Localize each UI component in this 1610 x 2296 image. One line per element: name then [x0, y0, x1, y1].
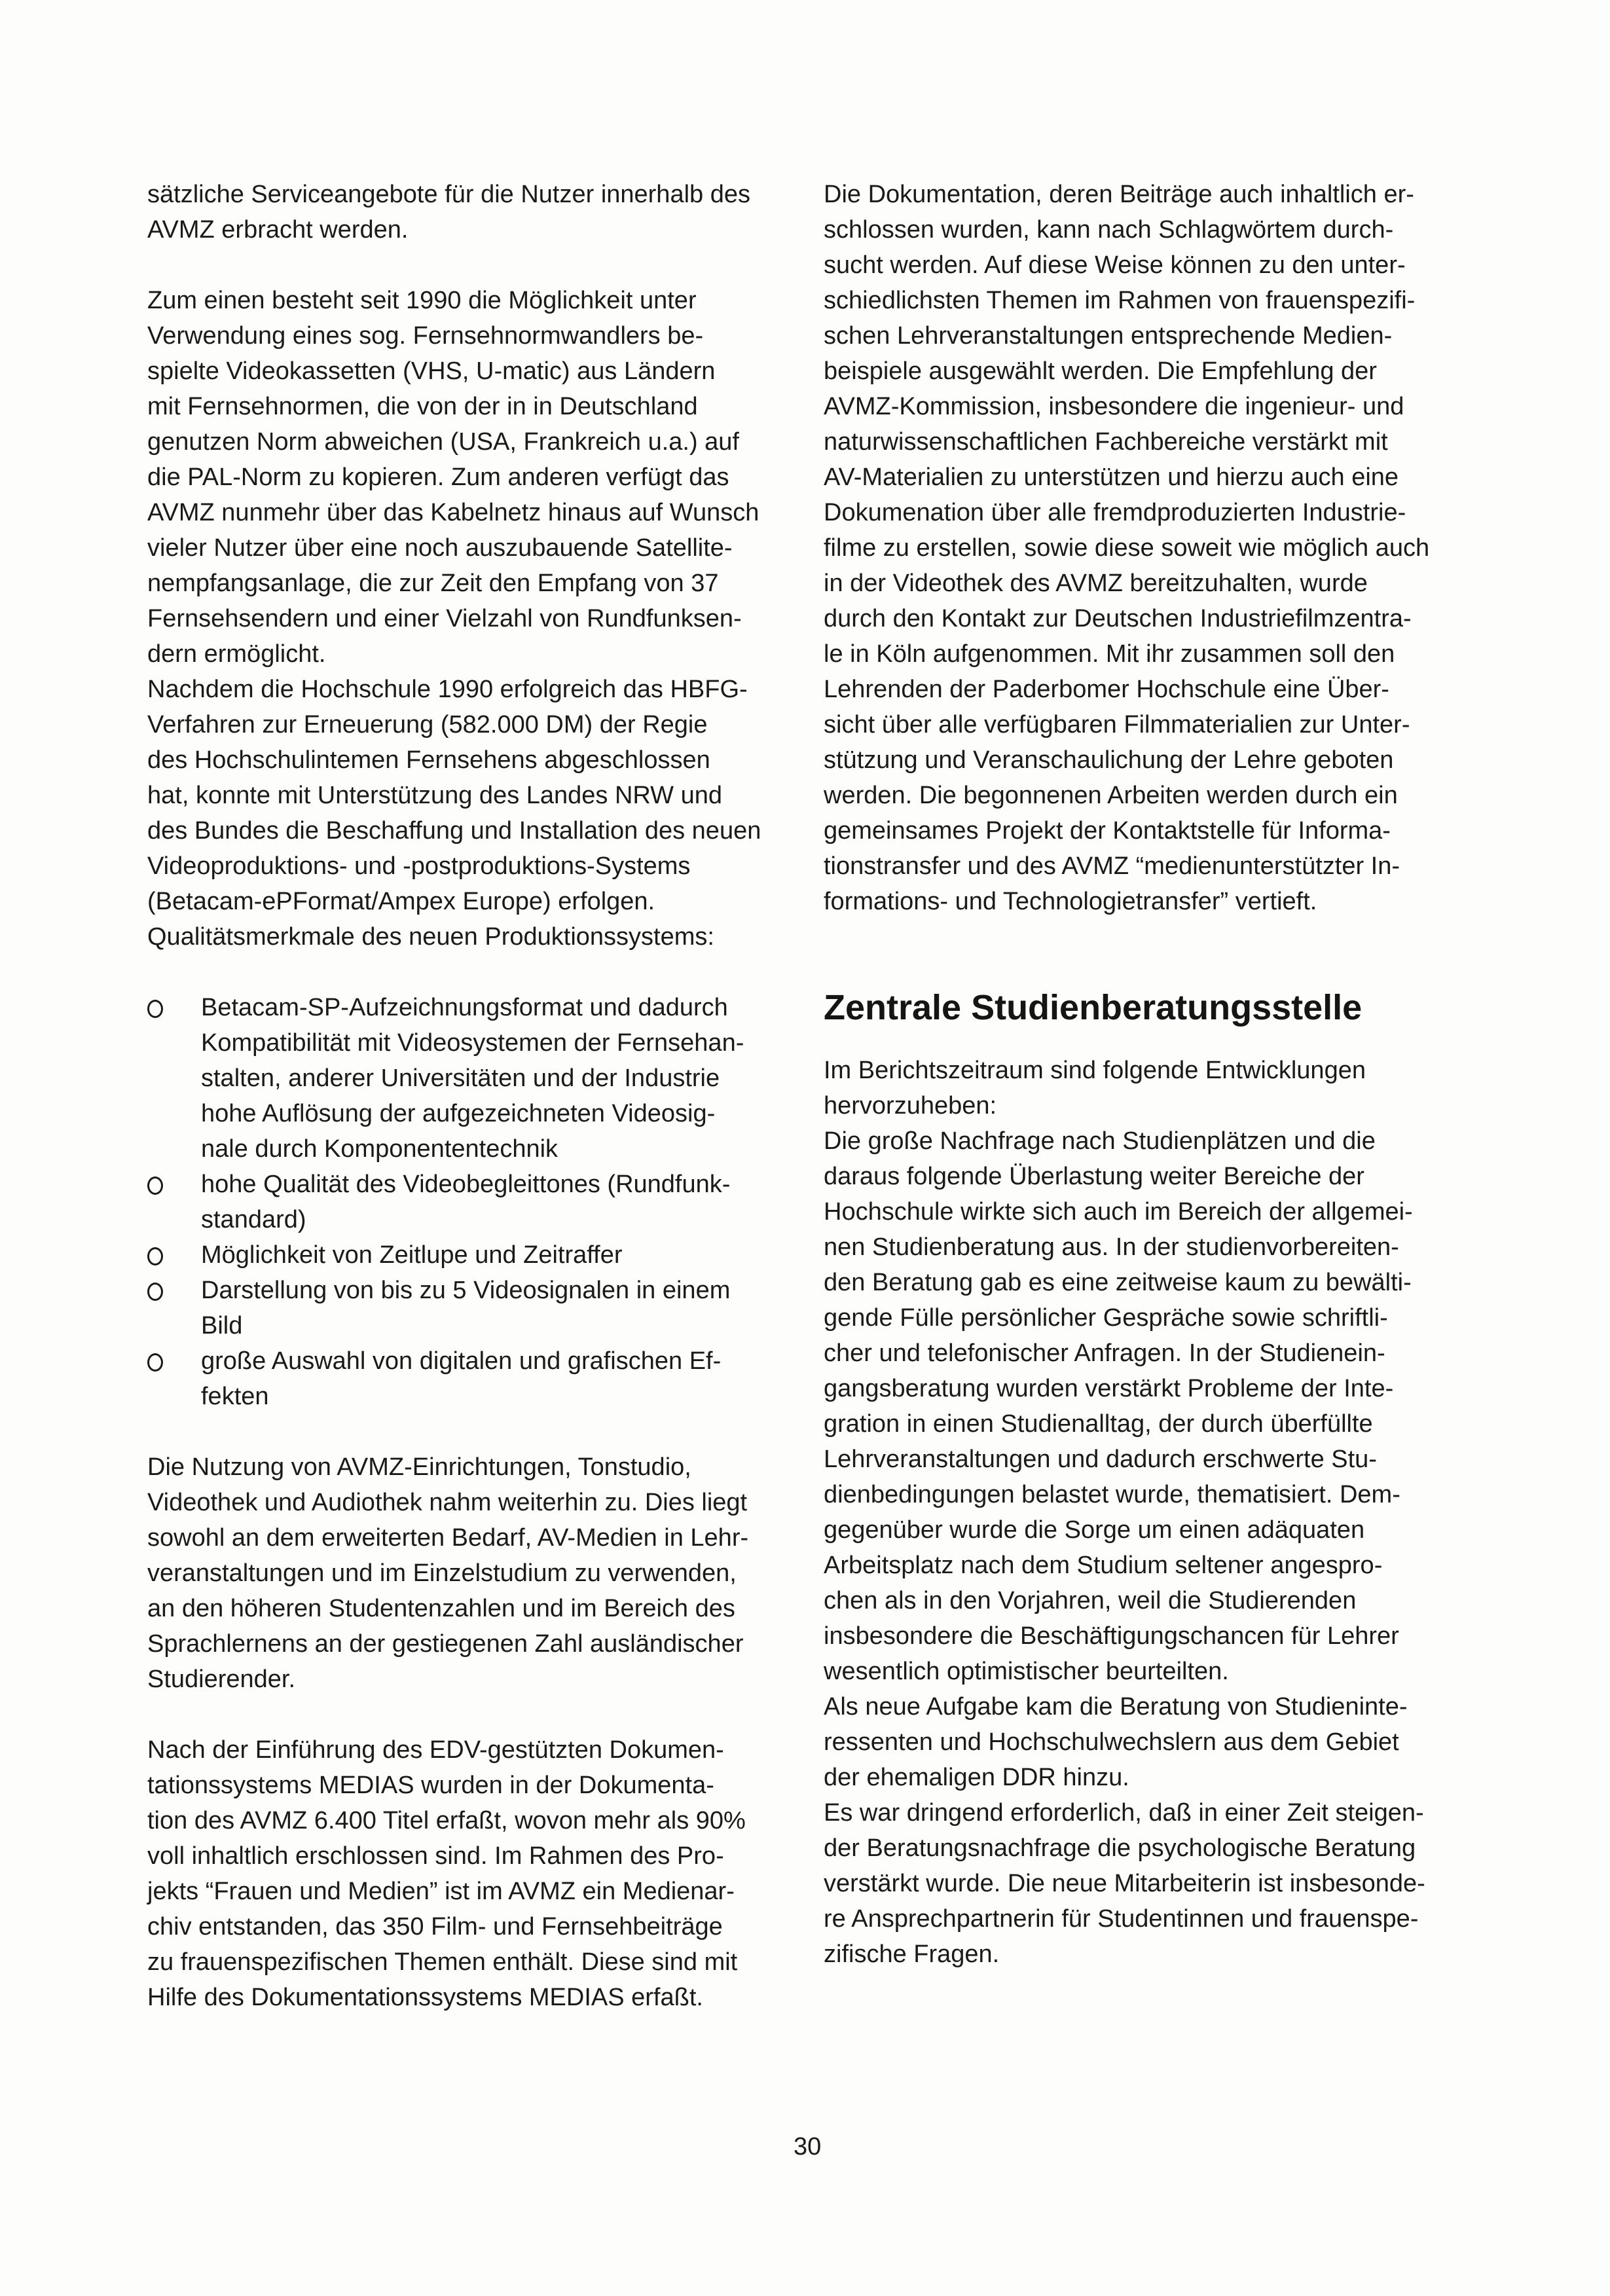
text-line: tionstransfer und des AVMZ “medienunterstützter In-: [824, 852, 1400, 880]
text-line: Zum einen besteht seit 1990 die Möglichkeit unter: [147, 287, 697, 314]
text-line: dienbedingungen belastet wurde, thematisiert. Dem-: [824, 1481, 1400, 1508]
text-line: naturwissenschaftlichen Fachbereiche verstärkt mit: [824, 428, 1388, 456]
text-line: beispiele ausgewählt werden. Die Empfehlung der: [824, 357, 1377, 385]
text-line: des Bundes die Beschaffung und Installation des neuen: [147, 817, 761, 845]
text-line: Sprachlernens an der gestiegenen Zahl ausländischer: [147, 1630, 744, 1658]
text-line: durch den Kontakt zur Deutschen Industriefilmzentra-: [824, 605, 1412, 632]
text-line: Kompatibilität mit Videosystemen der Fernsehan-: [201, 1029, 744, 1057]
text-line: der ehemaligen DDR hinzu.: [824, 1764, 1129, 1791]
text-line: filme zu erstellen, sowie diese soweit wie möglich auch: [824, 534, 1430, 562]
text-line: werden. Die begonnenen Arbeiten werden durch ein: [824, 782, 1398, 809]
text-line: hohe Qualität des Videobegleittones (Rundfunk-: [201, 1171, 731, 1198]
circle-bullet-icon: [147, 1176, 163, 1195]
text-line: stützung und Veranschaulichung der Lehre geboten: [824, 746, 1394, 774]
text-line: Die große Nachfrage nach Studienplätzen und die: [824, 1127, 1376, 1155]
left-paragraph-4: [147, 1732, 789, 2015]
text-line: le in Köln aufgenommen. Mit ihr zusammen soll den: [824, 640, 1395, 668]
text-line: hervorzuheben:: [824, 1092, 997, 1120]
text-line: sowohl an dem erweiterten Bedarf, AV-Medien in Lehr-: [147, 1524, 749, 1552]
text-line: schlossen wurden, kann nach Schlagwörtem durch-: [824, 216, 1394, 244]
text-line: chiv entstanden, das 350 Film- und Fernsehbeiträge: [147, 1913, 723, 1941]
text-line: re Ansprechpartnerin für Studentinnen und frauenspe-: [824, 1905, 1419, 1933]
right-paragraph-1: [824, 177, 1465, 919]
text-line: (Betacam-ePFormat/Ampex Europe) erfolgen.: [147, 888, 655, 915]
text-line: hohe Auflösung der aufgezeichneten Videosig-: [201, 1100, 716, 1127]
text-line: sätzliche Serviceangebote für die Nutzer innerhalb des: [147, 181, 750, 208]
bullet-item: [147, 1167, 789, 1237]
bullet-item: [147, 1273, 789, 1343]
text-line: zu frauenspezifischen Themen enthält. Diese sind mit: [147, 1948, 738, 1976]
left-paragraph-2: [147, 283, 789, 955]
circle-bullet-icon: [147, 1283, 163, 1301]
text-line: Die Nutzung von AVMZ-Einrichtungen, Tonstudio,: [147, 1453, 691, 1481]
text-line: Nachdem die Hochschule 1990 erfolgreich das HBFG-: [147, 676, 748, 703]
text-line: Fernsehsendern und einer Vielzahl von Rundfunksen-: [147, 605, 742, 632]
text-line: große Auswahl von digitalen und grafischen Ef-: [201, 1347, 722, 1375]
circle-bullet-icon: [147, 1353, 163, 1372]
text-line: vieler Nutzer über eine noch auszubauende Satellite-: [147, 534, 733, 562]
right-paragraph-2: [824, 1053, 1465, 1972]
text-line: daraus folgende Überlastung weiter Bereiche der: [824, 1163, 1364, 1190]
text-line: genutzen Norm abweichen (USA, Frankreich u.a.) auf: [147, 428, 739, 456]
text-line: Im Berichtszeitraum sind folgende Entwicklungen: [824, 1057, 1366, 1084]
feature-bullet-list: [147, 990, 789, 1414]
text-line: Die Dokumentation, deren Beiträge auch inhaltlich er-: [824, 181, 1414, 208]
text-line: Arbeitsplatz nach dem Studium seltener angespro-: [824, 1552, 1383, 1579]
text-line: verstärkt wurde. Die neue Mitarbeiterin ist insbesonde-: [824, 1870, 1425, 1897]
text-line: dern ermöglicht.: [147, 640, 326, 668]
text-line: nale durch Komponententechnik: [201, 1135, 558, 1163]
text-line: des Hochschulintemen Fernsehens abgeschlossen: [147, 746, 710, 774]
text-line: den Beratung gab es eine zeitweise kaum zu bewälti-: [824, 1269, 1412, 1296]
text-line: zifische Fragen.: [824, 1941, 1000, 1968]
text-line: tationssystems MEDIAS wurden in der Dokumenta-: [147, 1772, 714, 1799]
text-line: Videothek und Audiothek nahm weiterhin zu. Dies liegt: [147, 1489, 748, 1516]
text-line: tion des AVMZ 6.400 Titel erfaßt, wovon mehr als 90%: [147, 1807, 746, 1834]
text-line: jekts “Frauen und Medien” ist im AVMZ ein Medienar-: [147, 1878, 735, 1905]
text-line: die PAL-Norm zu kopieren. Zum anderen verfügt das: [147, 464, 729, 491]
text-line: chen als in den Vorjahren, weil die Studierenden: [824, 1587, 1357, 1614]
text-line: Dokumenation über alle fremdproduzierten Industrie-: [824, 499, 1406, 526]
text-line: stalten, anderer Universitäten und der Industrie: [201, 1065, 720, 1092]
page-number: 30: [794, 2133, 822, 2160]
left-paragraph-1: [147, 177, 789, 247]
text-line: Videoproduktions- und -postproduktions-Systems: [147, 852, 691, 880]
text-line: Verfahren zur Erneuerung (582.000 DM) der Regie: [147, 711, 708, 738]
text-line: hat, konnte mit Unterstützung des Landes NRW und: [147, 782, 723, 809]
text-line: gemeinsames Projekt der Kontaktstelle für Informa-: [824, 817, 1391, 845]
text-line: Qualitätsmerkmale des neuen Produktionssystems:: [147, 923, 714, 951]
text-line: der Beratungsnachfrage die psychologische Beratung: [824, 1834, 1416, 1862]
text-line: Betacam-SP-Aufzeichnungsformat und dadurch: [201, 994, 728, 1021]
text-line: veranstaltungen und im Einzelstudium zu verwenden,: [147, 1559, 737, 1587]
circle-bullet-icon: [147, 1000, 163, 1018]
text-line: schiedlichsten Themen im Rahmen von frauenspezifi-: [824, 287, 1416, 314]
text-line: spielte Videokassetten (VHS, U-matic) aus Ländern: [147, 357, 716, 385]
text-line: fekten: [201, 1383, 269, 1410]
text-line: insbesondere die Beschäftigungschancen für Lehrer: [824, 1622, 1399, 1650]
bullet-item: [147, 990, 789, 1167]
text-line: gration in einen Studienalltag, der durch überfüllte: [824, 1410, 1373, 1438]
text-line: Als neue Aufgabe kam die Beratung von Studieninte-: [824, 1693, 1408, 1721]
text-line: mit Fernsehnormen, die von der in in Deutschland: [147, 393, 698, 420]
text-line: Lehrveranstaltungen und dadurch erschwerte Stu-: [824, 1446, 1377, 1473]
text-line: an den höheren Studentenzahlen und im Bereich des: [147, 1595, 735, 1622]
section-heading: Zentrale Studienberatungsstelle: [824, 988, 1363, 1027]
bullet-item: [147, 1343, 789, 1414]
text-line: Hochschule wirkte sich auch im Bereich der allgemei-: [824, 1198, 1413, 1226]
text-line: formations- und Technologietransfer” vertieft.: [824, 888, 1317, 915]
text-line: Darstellung von bis zu 5 Videosignalen in einem: [201, 1277, 731, 1304]
text-line: wesentlich optimistischer beurteilten.: [824, 1658, 1229, 1685]
text-line: sucht werden. Auf diese Weise können zu den unter-: [824, 251, 1406, 279]
right-column: [824, 177, 1465, 1972]
text-line: AVMZ erbracht werden.: [147, 216, 409, 244]
text-line: Es war dringend erforderlich, daß in einer Zeit steigen-: [824, 1799, 1424, 1827]
text-line: AVMZ-Kommission, insbesondere die ingenieur- und: [824, 393, 1404, 420]
circle-bullet-icon: [147, 1247, 163, 1266]
text-line: AV-Materialien zu unterstützen und hierzu auch eine: [824, 464, 1399, 491]
text-line: gende Fülle persönlicher Gespräche sowie schriftli-: [824, 1304, 1388, 1332]
text-line: standard): [201, 1206, 306, 1233]
text-line: gangsberatung wurden verstärkt Probleme der Inte-: [824, 1375, 1394, 1402]
text-line: in der Videothek des AVMZ bereitzuhalten, wurde: [824, 570, 1368, 597]
text-line: AVMZ nunmehr über das Kabelnetz hinaus auf Wunsch: [147, 499, 759, 526]
text-line: nen Studienberatung aus. In der studienvorbereiten-: [824, 1233, 1399, 1261]
text-line: cher und telefonischer Anfragen. In der Studienein-: [824, 1339, 1385, 1367]
left-column: [147, 177, 789, 2015]
text-line: gegenüber wurde die Sorge um einen adäquaten: [824, 1516, 1365, 1544]
text-line: Hilfe des Dokumentationssystems MEDIAS erfaßt.: [147, 1984, 703, 2011]
text-line: schen Lehrveranstaltungen entsprechende Medien-: [824, 322, 1393, 350]
bullet-item: [147, 1237, 789, 1273]
text-line: voll inhaltlich erschlossen sind. Im Rahmen des Pro-: [147, 1842, 724, 1870]
text-line: Bild: [201, 1312, 243, 1339]
text-line: Verwendung eines sog. Fernsehnormwandlers be-: [147, 322, 704, 350]
text-line: nempfangsanlage, die zur Zeit den Empfang von 37: [147, 570, 719, 597]
text-line: Nach der Einführung des EDV-gestützten Dokumen-: [147, 1736, 724, 1764]
text-line: Möglichkeit von Zeitlupe und Zeitraffer: [201, 1241, 623, 1269]
text-line: ressenten und Hochschulwechslern aus dem Gebiet: [824, 1728, 1399, 1756]
text-line: sicht über alle verfügbaren Filmmaterialien zur Unter-: [824, 711, 1410, 738]
text-line: Studierender.: [147, 1666, 296, 1693]
left-paragraph-3: [147, 1449, 789, 1697]
text-line: Lehrenden der Paderbomer Hochschule eine Über-: [824, 676, 1389, 703]
